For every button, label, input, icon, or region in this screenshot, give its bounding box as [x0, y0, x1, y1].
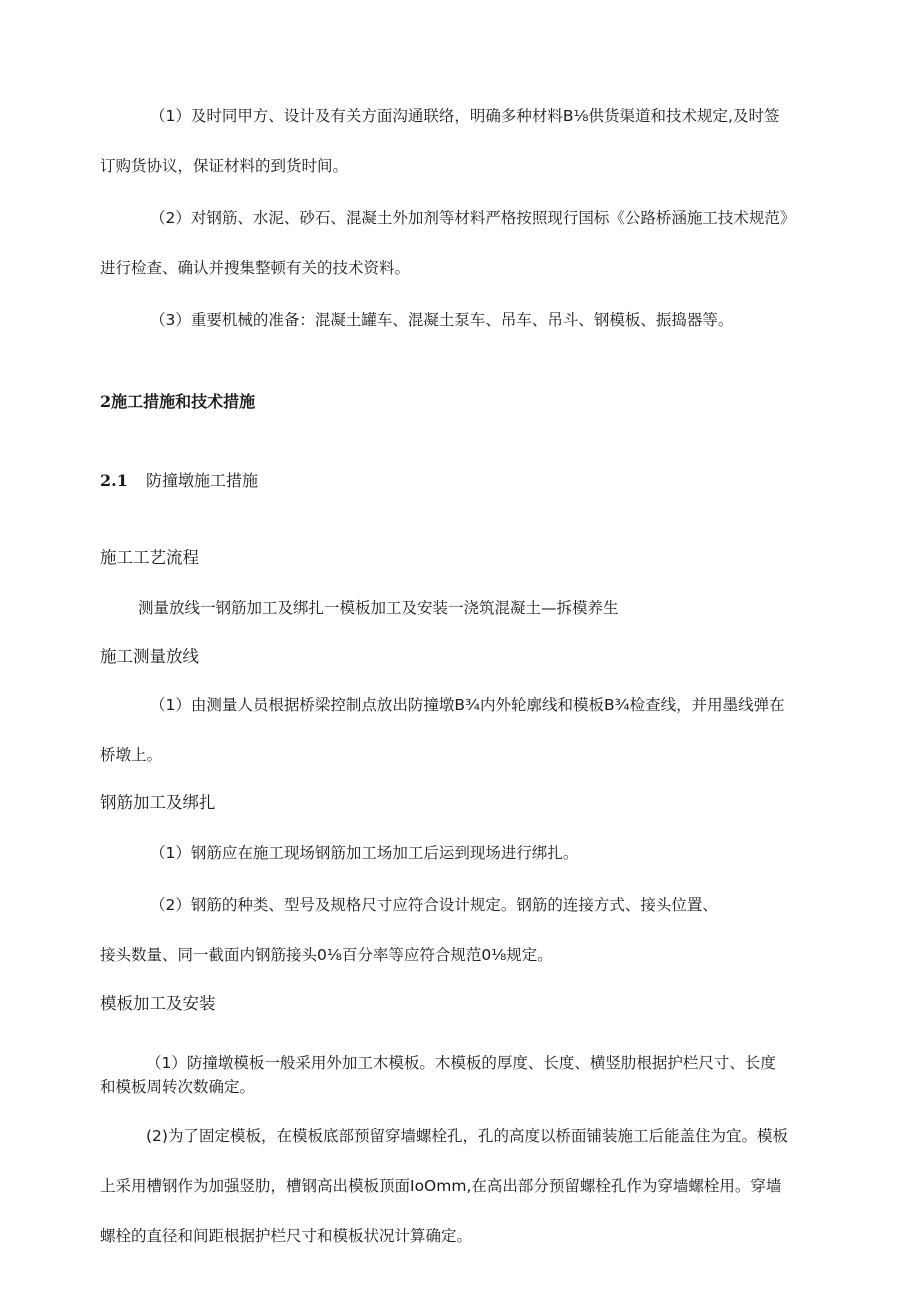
paragraph-1-line-1: （1）及时同甲方、设计及有关方面沟通联络，明确多种材料B⅛供货渠道和技术规定,及时签: [150, 107, 780, 125]
formwork-paragraph-1-line-1: （1）防撞墩模板一般采用外加工木模板。木模板的厚度、长度、横竖肋根据护栏尺寸、长度: [146, 1054, 776, 1072]
formwork-paragraph-2-line-2: 上采用槽钢作为加强竖肋，槽钢高出模板顶面IoOmm,在高出部分预留螺栓孔作为穿墙螺栓用。穿墙: [100, 1177, 782, 1195]
formwork-paragraph-2-line-1: (2)为了固定模板，在模板底部预留穿墙螺栓孔，孔的高度以桥面铺装施工后能盖住为宜。模板: [146, 1127, 788, 1145]
paragraph-3-line-1: （3）重要机械的准备：混凝土罐车、混凝土泵车、吊车、吊斗、钢模板、振捣器等。: [150, 311, 734, 329]
section-2-1-title: 防撞墩施工措施: [146, 471, 259, 490]
process-flow: 测量放线一钢筋加工及绑扎一模板加工及安装一浇筑混凝土—拆模养生: [138, 599, 619, 617]
process-heading: 施工工艺流程: [100, 548, 199, 567]
section-2-number: 2: [100, 392, 112, 411]
survey-paragraph-1-line-1: （1）由测量人员根据桥梁控制点放出防撞墩B¾内外轮廓线和模板B¾检查线，并用墨线弹在: [150, 696, 785, 714]
rebar-paragraph-1: （1）钢筋应在施工现场钢筋加工场加工后运到现场进行绑扎。: [150, 844, 579, 862]
formwork-heading: 模板加工及安装: [100, 994, 216, 1013]
paragraph-2-line-2: 进行检查、确认并搜集整顿有关的技术资料。: [100, 259, 411, 277]
survey-heading: 施工测量放线: [100, 647, 199, 666]
rebar-heading: 钢筋加工及绑扎: [100, 793, 216, 812]
section-2-1-heading: [100, 471, 258, 491]
paragraph-2-line-1: （2）对钢筋、水泥、砂石、混凝土外加剂等材料严格按照现行国标《公路桥涵施工技术规范》: [150, 209, 796, 227]
formwork-paragraph-1-line-2: 和模板周转次数确定。: [100, 1078, 256, 1096]
paragraph-1-line-2: 订购货协议，保证材料的到货时间。: [100, 157, 349, 175]
rebar-paragraph-2-line-2: 接头数量、同一截面内钢筋接头0⅛百分率等应符合规范0⅛规定。: [100, 946, 553, 964]
survey-paragraph-1-line-2: 桥墩上。: [100, 746, 163, 764]
section-2-1-number: 2.1: [100, 471, 128, 490]
rebar-paragraph-2-line-1: （2）钢筋的种类、型号及规格尺寸应符合设计规定。钢筋的连接方式、接头位置、: [150, 896, 718, 914]
section-2-title: 施工措施和技术措施: [111, 392, 256, 411]
section-2-heading: [100, 392, 255, 412]
formwork-paragraph-2-line-3: 螺栓的直径和间距根据护栏尺寸和模板状况计算确定。: [100, 1227, 473, 1245]
